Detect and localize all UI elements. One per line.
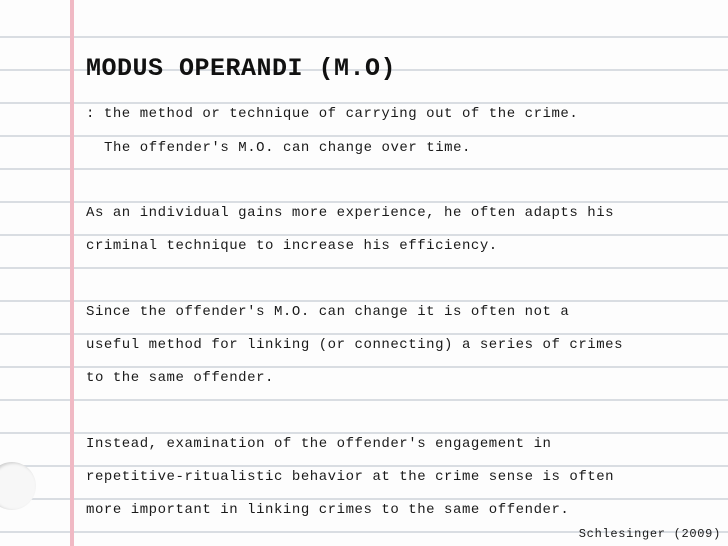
definition-line-1: : the method or technique of carrying out of the crime. [86, 106, 579, 122]
margin-line [70, 0, 74, 546]
paragraph-3-line-2: repetitive-ritualistic behavior at the crime sense is often [86, 469, 615, 485]
citation: Schlesinger (2009) [578, 527, 721, 541]
paragraph-1-line-2: criminal technique to increase his efficiency. [86, 238, 498, 254]
paragraph-2-line-3: to the same offender. [86, 370, 274, 386]
paragraph-1-line-1: As an individual gains more experience, he often adapts his [86, 205, 615, 221]
paragraph-3-line-3: more important in linking crimes to the same offender. [86, 502, 570, 518]
paragraph-3-line-1: Instead, examination of the offender's engagement in [86, 436, 552, 452]
binder-hole [0, 462, 36, 510]
definition-line-2: The offender's M.O. can change over time. [104, 140, 472, 156]
paragraph-2-line-2: useful method for linking (or connecting) a series of crimes [86, 337, 624, 353]
paragraph-2-line-1: Since the offender's M.O. can change it is often not a [86, 304, 570, 320]
page-title: MODUS OPERANDI (M.O) [86, 54, 397, 83]
